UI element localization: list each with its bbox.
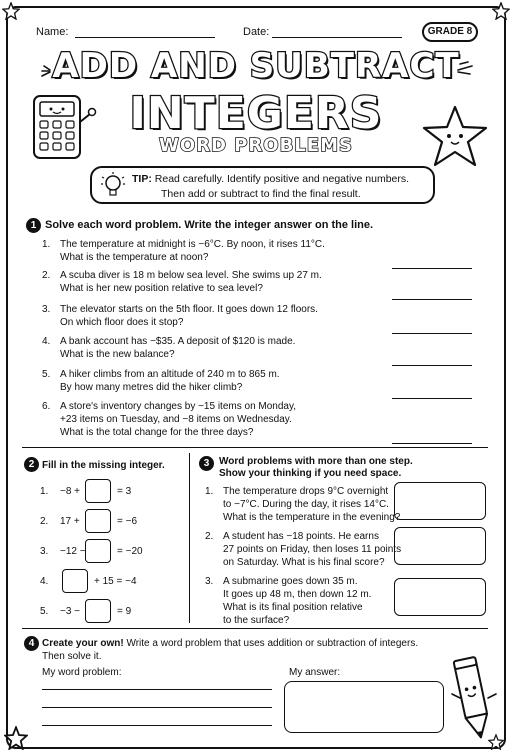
tip-label: TIP: xyxy=(132,173,152,185)
question-text: By how many metres did the hiker climb? xyxy=(60,382,243,393)
answer-line[interactable] xyxy=(392,365,472,366)
question-number: 2. xyxy=(42,270,51,281)
star-mascot-icon xyxy=(420,104,490,170)
tip-text-line-1 xyxy=(132,172,409,186)
equation-right: = 9 xyxy=(117,606,132,617)
divider xyxy=(189,453,190,623)
fill-row-1 xyxy=(40,479,180,503)
equation-right: = −6 xyxy=(117,516,138,527)
question-text: On which floor does it stop? xyxy=(60,317,184,328)
corner-star-icon xyxy=(492,2,510,20)
pencil-mascot-icon xyxy=(446,654,502,746)
question-text: What is the total change for the three days? xyxy=(60,427,254,438)
question-text: What is its final position relative xyxy=(223,602,363,613)
section-3-badge: 3 xyxy=(199,456,214,471)
divider xyxy=(22,447,488,448)
word-problem-label: My word problem: xyxy=(42,667,122,678)
question-number: 5. xyxy=(42,369,51,380)
fill-row-2 xyxy=(40,509,180,533)
section-4-bold: Create your own! xyxy=(42,638,124,649)
question-text: What is the temperature in the evening? xyxy=(223,512,401,523)
answer-box[interactable] xyxy=(85,539,111,563)
item-number: 2. xyxy=(40,516,49,527)
answer-line[interactable] xyxy=(392,299,472,300)
answer-line[interactable] xyxy=(392,443,472,444)
section-4-badge: 4 xyxy=(24,636,39,651)
question-number: 4. xyxy=(42,336,51,347)
fill-row-3 xyxy=(40,539,180,563)
fill-row-5 xyxy=(40,599,180,623)
answer-box[interactable] xyxy=(85,599,111,623)
title-line-1: ADD AND SUBTRACT xyxy=(52,46,460,86)
date-field[interactable] xyxy=(272,37,402,38)
question-number: 2. xyxy=(205,531,214,542)
tip-line-2: Then add or subtract to find the final result. xyxy=(161,188,361,200)
header-row xyxy=(0,22,512,42)
my-answer-box[interactable] xyxy=(284,681,444,733)
item-number: 5. xyxy=(40,606,49,617)
word-problem-line[interactable] xyxy=(42,707,272,708)
corner-star-icon xyxy=(2,2,20,20)
equation-right: + 15 = −4 xyxy=(94,576,137,587)
question-text: The elevator starts on the 5th floor. It goes down 12 floors. xyxy=(60,304,318,315)
answer-box[interactable] xyxy=(85,479,111,503)
date-label: Date: xyxy=(243,26,270,38)
question-text: A store's inventory changes by −15 items on Monday, xyxy=(60,401,297,412)
answer-line[interactable] xyxy=(392,268,472,269)
question-text: It goes up 48 m, then down 12 m. xyxy=(223,589,372,600)
equation-left: −8 + xyxy=(60,486,81,497)
question-text: A student has −18 points. He earns xyxy=(223,531,379,542)
answer-label: My answer: xyxy=(289,667,341,678)
question-number: 1. xyxy=(42,239,51,250)
section-4-text-line-1: Write a word problem that uses addition or subtraction of integers. xyxy=(123,638,419,649)
sparkle-icon xyxy=(40,62,62,82)
answer-box[interactable] xyxy=(394,527,486,565)
question-number: 3. xyxy=(42,304,51,315)
calculator-mascot-icon xyxy=(26,92,102,164)
section-2-badge: 2 xyxy=(24,457,39,472)
tip-line-1: Read carefully. Identify positive and negative numbers. xyxy=(154,173,410,185)
answer-line[interactable] xyxy=(392,398,472,399)
section-3-heading-line-2: Show your thinking if you need space. xyxy=(219,468,402,479)
word-problem-line[interactable] xyxy=(42,725,272,726)
answer-box[interactable] xyxy=(85,509,111,533)
answer-box[interactable] xyxy=(394,482,486,520)
grade-badge: GRADE 8 xyxy=(422,22,478,42)
section-3-heading-line-1: Word problems with more than one step. xyxy=(219,456,413,467)
word-problem-line[interactable] xyxy=(42,689,272,690)
answer-box[interactable] xyxy=(394,578,486,616)
equation-right: = −20 xyxy=(117,546,143,557)
subtitle: WORD PROBLEMS xyxy=(159,135,353,156)
fill-row-4 xyxy=(40,569,180,593)
name-field[interactable] xyxy=(75,37,215,38)
section-4-instructions xyxy=(42,637,418,663)
equation-right: = 3 xyxy=(117,486,132,497)
title-line-2: INTEGERS xyxy=(129,88,383,139)
question-text: +23 items on Tuesday, and −8 items on Wednesday. xyxy=(60,414,292,425)
sparkle-icon xyxy=(454,60,476,80)
question-number: 3. xyxy=(205,576,214,587)
section-1-heading: Solve each word problem. Write the integer answer on the line. xyxy=(45,219,374,231)
question-text: to the surface? xyxy=(223,615,290,626)
question-text: What is the temperature at noon? xyxy=(60,252,209,263)
item-number: 3. xyxy=(40,546,49,557)
name-label: Name: xyxy=(36,26,69,38)
question-text: A bank account has −$35. A deposit of $120 is made. xyxy=(60,336,296,347)
answer-line[interactable] xyxy=(392,333,472,334)
tip-box xyxy=(90,166,435,204)
item-number: 1. xyxy=(40,486,49,497)
section-2-heading: Fill in the missing integer. xyxy=(42,460,165,471)
equation-left: −3 − xyxy=(60,606,81,617)
question-text: What is the new balance? xyxy=(60,349,175,360)
equation-left: −12 − xyxy=(60,546,86,557)
section-4-text-line-2: Then solve it. xyxy=(42,651,102,662)
question-text: on Saturday. What is his final score? xyxy=(223,557,385,568)
item-number: 4. xyxy=(40,576,49,587)
question-text: to −7°C. During the day, it rises 14°C. xyxy=(223,499,389,510)
question-text: A scuba diver is 18 m below sea level. She swims up 27 m. xyxy=(60,270,322,281)
question-text: 27 points on Friday, then loses 11 points xyxy=(223,544,402,555)
answer-box[interactable] xyxy=(62,569,88,593)
corner-star-icon xyxy=(4,726,28,750)
question-text: A hiker climbs from an altitude of 240 m to 865 m. xyxy=(60,369,280,380)
question-text: A submarine goes down 35 m. xyxy=(223,576,358,587)
section-1-badge: 1 xyxy=(26,218,41,233)
question-number: 6. xyxy=(42,401,51,412)
divider xyxy=(22,628,488,629)
question-text: What is her new position relative to sea level? xyxy=(60,283,263,294)
question-number: 1. xyxy=(205,486,214,497)
lightbulb-icon xyxy=(100,171,126,201)
equation-left: 17 + xyxy=(60,516,80,527)
question-text: The temperature at midnight is −6°C. By noon, it rises 11°C. xyxy=(60,239,325,250)
question-text: The temperature drops 9°C overnight xyxy=(223,486,389,497)
